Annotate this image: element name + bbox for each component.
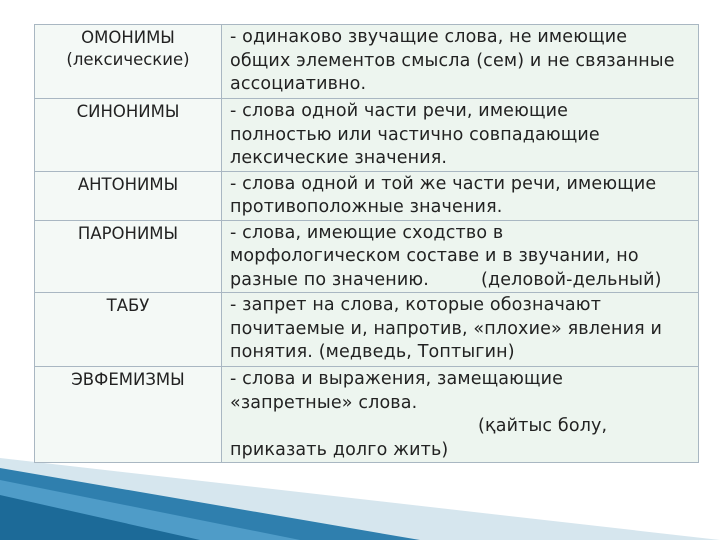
table-row (35, 25, 699, 99)
definition-line: морфологическом составе и в звучании, но (230, 246, 639, 266)
definition-line: - одинаково звучащие слова, не имеющие (230, 27, 628, 47)
term-text: ПАРОНИМЫ (77, 223, 179, 243)
definition-line: - слова, имеющие сходство в (230, 222, 504, 243)
definition-cell (222, 25, 699, 99)
definition-line: «запретные» слова. (230, 392, 418, 413)
definition-line: лексические значения. (230, 148, 448, 168)
definition-line: приказать долго жить) (230, 439, 449, 460)
definition-line: понятия. (медведь, Топтыгин) (230, 342, 515, 362)
definition-text: разные по значению. (230, 269, 429, 290)
definition-cell (222, 220, 699, 293)
definition-line: полностью или частично совпадающие (230, 124, 600, 145)
definition-line: - слова одной части речи, имеющие (230, 101, 569, 121)
definition-line: - слова одной и той же части речи, имеющие (230, 173, 657, 194)
definition-line: почитаемые и, напротив, «плохие» явления и (230, 318, 662, 339)
definition-line (230, 415, 692, 439)
example-text: (қайтыс болу, (478, 416, 608, 436)
definition-line: - запрет на слова, которые обозначают (230, 295, 602, 315)
term-cell (35, 99, 222, 172)
definition-line (230, 269, 692, 293)
definition-line: общих элементов смысла (сем) и не связанные (230, 50, 675, 71)
table-row (35, 367, 699, 463)
definition-line: ассоциативно. (230, 74, 367, 94)
term-cell (35, 171, 222, 220)
definition-cell (222, 171, 699, 220)
term-subtitle: (лексические) (66, 50, 190, 69)
term-text: СИНОНИМЫ (76, 102, 180, 121)
table-row (35, 99, 699, 172)
example-text: (деловой-дельный) (480, 269, 662, 290)
definition-cell (222, 99, 699, 172)
term-text: ТАБУ (106, 296, 150, 315)
definition-line: противоположные значения. (230, 197, 503, 217)
term-cell (35, 25, 222, 99)
definition-cell (222, 367, 699, 463)
table-row (35, 293, 699, 367)
term-text: АНТОНИМЫ (77, 174, 179, 194)
term-text: ОМОНИМЫ (81, 28, 175, 47)
table-row (35, 171, 699, 220)
table-row (35, 220, 699, 293)
definition-line: - слова и выражения, замещающие (230, 369, 564, 389)
term-cell (35, 293, 222, 367)
term-text: ЭВФЕМИЗМЫ (71, 370, 185, 389)
definition-cell (222, 293, 699, 367)
term-cell (35, 367, 222, 463)
term-cell (35, 220, 222, 293)
terms-table (34, 24, 699, 463)
